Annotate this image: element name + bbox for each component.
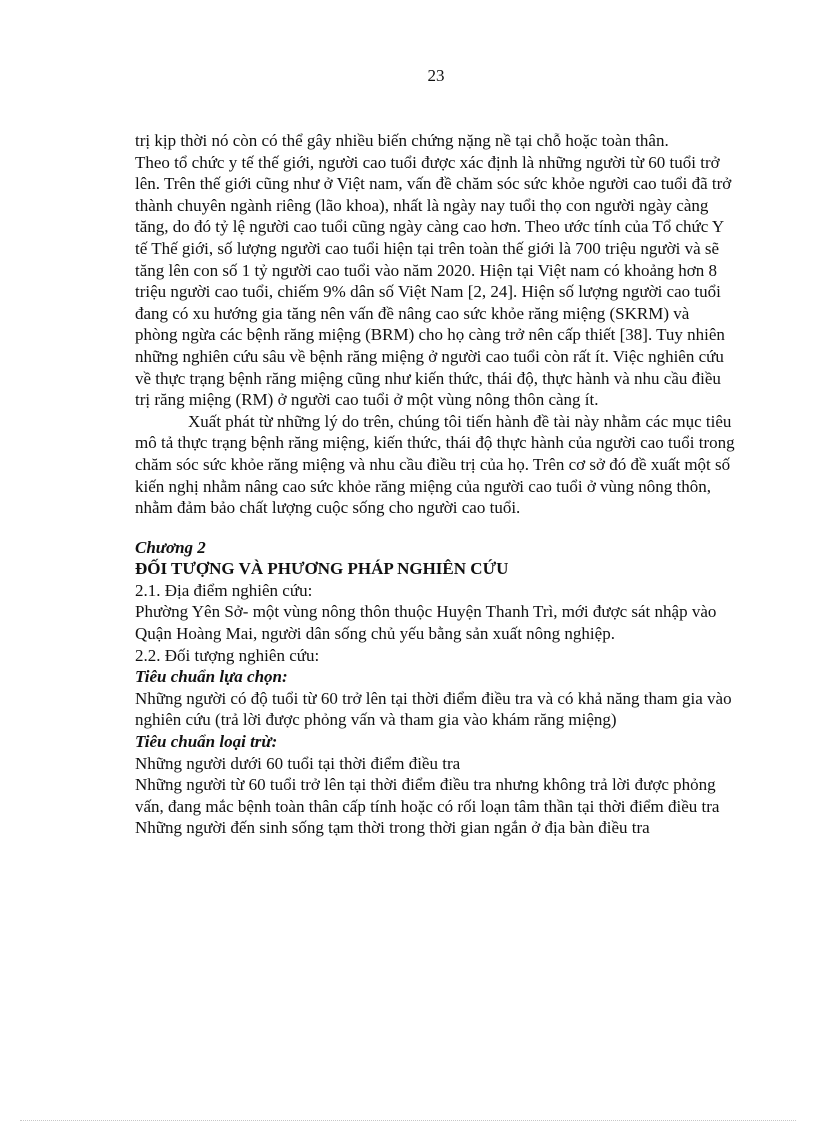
document-body [135, 130, 735, 839]
section-heading-location: 2.1. Địa điểm nghiên cứu: [135, 580, 313, 600]
chapter-title: ĐỐI TƯỢNG VÀ PHƯƠNG PHÁP NGHIÊN CỨU [135, 559, 509, 579]
exclusion-criteria-item: Những người từ 60 tuổi trở lên tại thời điểm điều tra nhưng không trả lời được phỏng vấn, đang mắc bệnh toàn thân cấp tính hoặc có rối loạn tâm thần tại thời điểm điều tra [135, 775, 720, 816]
inclusion-criteria-heading: Tiêu chuẩn lựa chọn: [135, 667, 288, 687]
paragraph-elderly-definition: Theo tổ chức y tế thế giới, người cao tuổi được xác định là những người từ 60 tuổi trở lên. Trên thế giới cũng như ở Việt nam, vấn đề chăm sóc sức khỏe người cao tuổi đã trở thành chuyên ngành riêng (lão khoa), nhất là ngày nay tuổi thọ con người ngày càng tăng, do đó tỷ lệ người cao tuổi cũng ngày càng cao hơn. Theo ước tính của Tổ chức Y tế Thế giới, số lượng người cao tuổi hiện tại trên toàn thế giới là 700 triệu người và sẽ tăng lên con số 1 tỷ người cao tuổi vào năm 2020. Hiện tại Việt nam có khoảng hơn 8 triệu người cao tuổi, chiếm 9% dân số Việt Nam [2, 24]. Hiện số lượng người cao tuổi đang có xu hướng gia tăng nên vấn đề nâng cao sức khỏe răng miệng (SKRM) và phòng ngừa các bệnh răng miệng (BRM) cho họ càng trở nên cấp thiết [38]. Tuy nhiên những nghiên cứu sâu về bệnh răng miệng ở người cao tuổi còn rất ít. Việc nghiên cứu về thực trạng bệnh răng miệng cũng như kiến thức, thái độ, thực hành và nhu cầu điều trị răng miệng (RM) ở người cao tuổi ở một vùng nông thôn càng ít. [135, 152, 732, 410]
exclusion-criteria-item: Những người dưới 60 tuổi tại thời điểm điều tra [135, 753, 461, 773]
exclusion-criteria-heading: Tiêu chuẩn loại trừ: [135, 732, 278, 752]
page-number: 23 [427, 66, 445, 85]
exclusion-criteria-item: Những người đến sinh sống tạm thời trong thời gian ngắn ở địa bàn điều tra [135, 818, 650, 838]
paragraph-research-rationale: Xuất phát từ những lý do trên, chúng tôi tiến hành đề tài này nhằm các mục tiêu mô tả thực trạng bệnh răng miệng, kiến thức, thái độ thực hành của người cao tuổi trong chăm sóc sức khỏe răng miệng và nhu cầu điều trị của họ. Trên cơ sở đó đề xuất một số kiến nghị nhằm nâng cao sức khỏe răng miệng của người cao tuổi ở vùng nông thôn, nhằm đảm bảo chất lượng cuộc sống cho người cao tuổi. [135, 411, 735, 518]
section-text-location: Phường Yên Sở- một vùng nông thôn thuộc Huyện Thanh Trì, mới được sát nhập vào Quận Hoàng Mai, người dân sống chủ yếu bằng sản xuất nông nghiệp. [135, 602, 717, 644]
paragraph-continuation: trị kịp thời nó còn có thể gây nhiều biến chứng nặng nề tại chỗ hoặc toàn thân. [135, 131, 669, 150]
page-bottom-divider [20, 1120, 796, 1121]
inclusion-criteria-text: Những người có độ tuổi từ 60 trở lên tại thời điểm điều tra và có khả năng tham gia vào nghiên cứu (trả lời được phỏng vấn và tham gia vào khám răng miệng) [135, 688, 732, 730]
chapter-label: Chương 2 [135, 537, 206, 557]
section-heading-subjects: 2.2. Đối tượng nghiên cứu: [135, 645, 320, 665]
